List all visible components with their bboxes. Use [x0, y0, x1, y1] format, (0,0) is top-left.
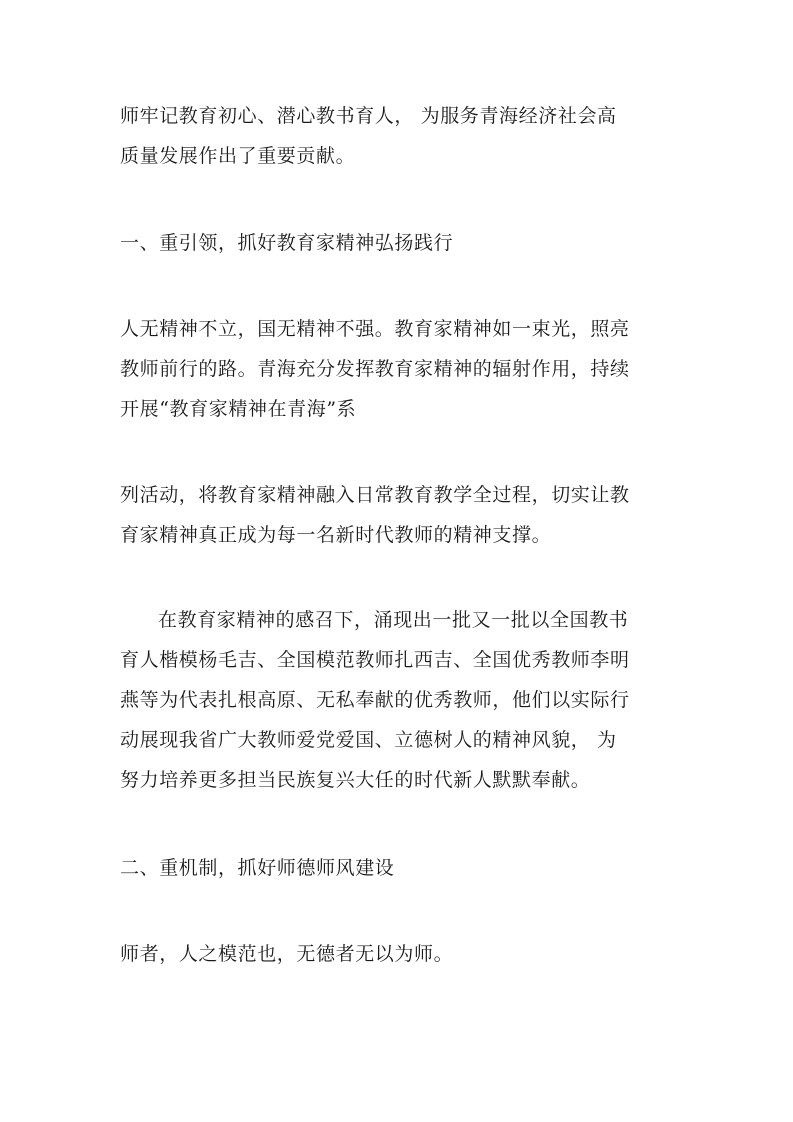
section-heading: 二、重机制，抓好师德师风建设	[120, 857, 395, 879]
paragraph-line: 人无精神不立，国无精神不强。教育家精神如一束光，照亮	[120, 318, 630, 340]
paragraph-line: 动展现我省广大教师爱党爱国、立德树人的精神风貌， 为	[120, 729, 617, 751]
paragraph-line: 教师前行的路。青海充分发挥教育家精神的辐射作用，持续	[120, 358, 630, 380]
paragraph-line: 师者，人之模范也，无德者无以为师。	[120, 943, 454, 965]
paragraph-line: 在教育家精神的感召下，涌现出一批又一批以全国教书	[158, 609, 629, 631]
paragraph-line: 燕等为代表扎根高原、无私奉献的优秀教师，他们以实际行	[120, 689, 630, 711]
paragraph-line: 质量发展作出了重要贡献。	[120, 145, 356, 167]
section-heading: 一、重引领，抓好教育家精神弘扬践行	[120, 232, 454, 254]
paragraph-line: 列活动，将教育家精神融入日常教育教学全过程，切实让教	[120, 484, 630, 506]
paragraph-line: 师牢记教育初心、潜心教书育人， 为服务青海经济社会高	[120, 105, 617, 127]
paragraph-line: 努力培养更多担当民族复兴大任的时代新人默默奉献。	[120, 769, 591, 791]
paragraph-line: 育人楷模杨毛吉、全国模范教师扎西吉、全国优秀教师李明	[120, 649, 630, 671]
paragraph-line: 开展“教育家精神在青海”系	[120, 398, 357, 420]
paragraph-line: 育家精神真正成为每一名新时代教师的精神支撑。	[120, 524, 552, 546]
